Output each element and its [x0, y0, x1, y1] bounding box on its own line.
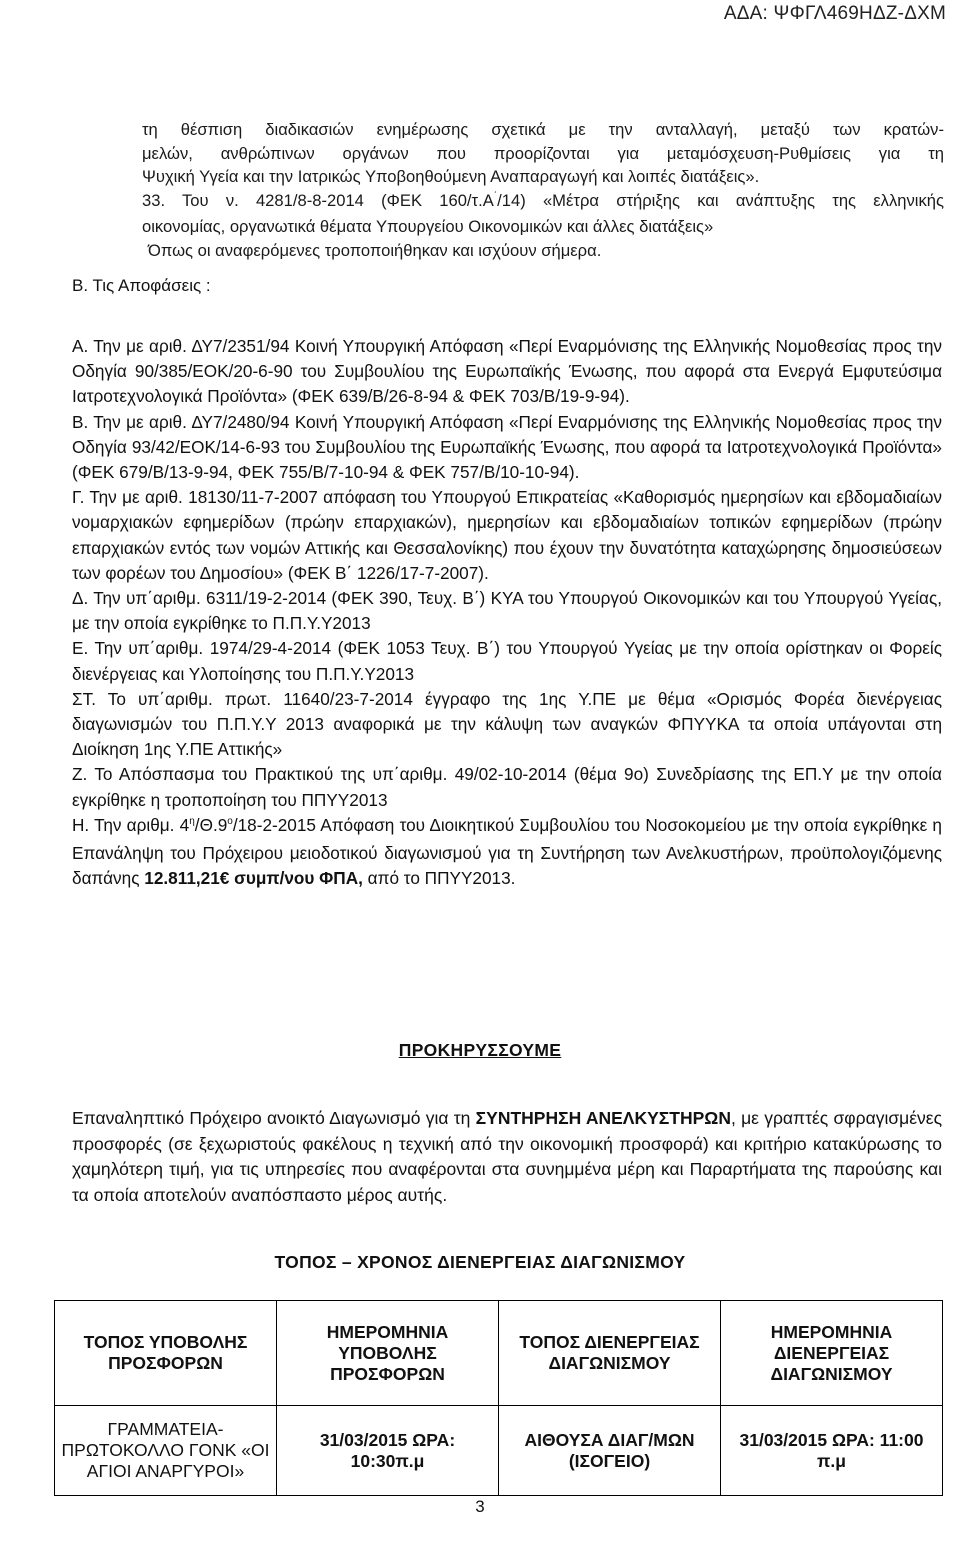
decisions-list: [72, 334, 942, 891]
table-cell: 31/03/2015 ΩΡΑ: 11:00 π.μ: [721, 1406, 943, 1496]
decision-h: Η. Την αριθμ. $4^\eta/\Theta.9^o/18-2-2015$ Απόφαση του Διοικητικού Συμβουλίου του Νοσοκομείου με την οποία εγκρίθηκε η Επανάληψη του Πρόχειρου μειοδοτικού διαγωνισμού για τη Συντήρηση των Ανελκυστήρων, προϋπολογιζόμενης δαπάνης 12.811,21€ συμπ/νου ΦΠΑ, από το ΠΠΥΥ2013.: [72, 814, 942, 889]
header-cell: ΤΟΠΟΣ ΥΠΟΒΟΛΗΣ ΠΡΟΣΦΟΡΩΝ: [55, 1301, 277, 1406]
table-header-row: [55, 1301, 943, 1406]
decision-st: ΣΤ. Το υπ΄αριθμ. πρωτ. 11640/23-7-2014 έγγραφο της 1ης Υ.ΠΕ με θέμα «Ορισμός Φορέα διενέργειας διαγωνισμών του Π.Π.Υ.Υ 2013 αναφορικά με την κάλυψη των αναγκών ΦΠΥΥΚΑ τα οποία υπάγονται στη Διοίκηση 1ης Υ.ΠΕ Αττικής»: [72, 688, 942, 760]
page-number: 3: [475, 1497, 485, 1516]
decision-a: Α. Την με αριθ. ΔΥ7/2351/94 Κοινή Υπουργική Απόφαση «Περί Εναρμόνισης της Ελληνικής Νομοθεσίας προς την Οδηγία 90/385/ΕΟΚ/20-6-90 του Συμβουλίου της Ευρωπαϊκής Ένωσης, που αφορά στα Ενεργά Εμφυτεύσιμα Ιατροτεχνολογικά Προϊόντα» (ΦΕΚ 639/Β/26-8-94 & ΦΕΚ 703/Β/19-9-94).: [72, 336, 942, 407]
decision-d: Δ. Την υπ΄αριθμ. 6311/19-2-2014 (ΦΕΚ 390, Τευχ. Β΄) ΚΥΑ του Υπουργού Οικονομικών και του Υπουργού Υγείας, με την οποία εγκρίθηκε το Π.Π.Υ.Υ2013: [72, 588, 942, 634]
decision-e: Ε. Την υπ΄αριθμ. 1974/29-4-2014 (ΦΕΚ 1053 Τευχ. Β΄) του Υπουργού Υγείας με την οποία ορίστηκαν οι Φορείς διενέργειας και Υλοποίησης του Π.Π.Υ.Υ2013: [72, 638, 942, 684]
tender-subject: ΣΥΝΤΗΡΗΣΗ ΑΝΕΛΚΥΣΤΗΡΩΝ: [475, 1108, 731, 1128]
decision-z: Ζ. Το Απόσπασμα του Πρακτικού της υπ΄αριθμ. 49/02-10-2014 (θέμα 9ο) Συνεδρίασης της ΕΠ.Υ με την οποία εγκρίθηκε η τροποποίηση του ΠΠΥΥ2013: [72, 764, 942, 810]
text-line: Ψυχική Υγεία και την Ιατρικώς Υποβοηθούμενη Αναπαραγωγή και λοιπές διατάξεις».: [142, 167, 760, 186]
text-line: μελών, ανθρώπινων οργάνων που προορίζονται για μεταμόσχευση-Ρυθμίσεις για τη: [142, 143, 944, 163]
header-cell: ΤΟΠΟΣ ΔΙΕΝΕΡΓΕΙΑΣ ΔΙΑΓΩΝΙΣΜΟΥ: [499, 1301, 721, 1406]
section-b-title: Β. Τις Αποφάσεις :: [72, 276, 211, 295]
header-cell: ΗΜΕΡΟΜΗΝΙΑ ΥΠΟΒΟΛΗΣ ΠΡΟΣΦΟΡΩΝ: [277, 1301, 499, 1406]
ada-code: ΑΔΑ: ΨΦΓΛ469ΗΔΖ-ΔΧΜ: [723, 3, 946, 24]
decision-b: Β. Την με αριθ. ΔΥ7/2480/94 Κοινή Υπουργική Απόφαση «Περί Εναρμόνισης της Ελληνικής Νομοθεσίας προς την Οδηγία 93/42/ΕΟΚ/14-6-93 του Συμβουλίου της Ευρωπαϊκής Ένωσης, που αφορά τα Ιατροτεχνολογικά Προϊόντα» (ΦΕΚ 679/Β/13-9-94, ΦΕΚ 755/Β/7-10-94 & ΦΕΚ 757/Β/10-10-94).: [72, 411, 942, 483]
tender-intro: Επαναληπτικό Πρόχειρο ανοικτό Διαγωνισμό για τη ΣΥΝΤΗΡΗΣΗ ΑΝΕΛΚΥΣΤΗΡΩΝ, με γραπτές σφραγισμένες προσφορές (σε ξεχωριστούς φακέλους η τεχνική από την οικονομική προσφορά) και κριτήριο κατακύρωσης το χαμηλότερη τιμή, για τις υπηρεσίες που αναφέρονται στα συνημμένα μέρη και Παραρτήματα της παρούσης και τα οποία αποτελούν αναπόσπαστο μέρος αυτής.: [72, 1108, 943, 1205]
text-line: Όπως οι αναφερόμενες τροποποιήθηκαν και ισχύουν σήμερα.: [148, 240, 602, 260]
table-cell: 31/03/2015 ΩΡΑ: 10:30π.μ: [277, 1406, 499, 1496]
text-line: οικονομίας, οργανωτικά θέματα Υπουργείου Οικονομικών και άλλες διατάξεις»: [142, 217, 714, 236]
table-cell: ΑΙΘΟΥΣΑ ΔΙΑΓ/ΜΩΝ (ΙΣΟΓΕΙΟ): [499, 1406, 721, 1496]
place-time-title: ΤΟΠΟΣ – ΧΡΟΝΟΣ ΔΙΕΝΕΡΓΕΙΑΣ ΔΙΑΓΩΝΙΣΜΟΥ: [274, 1252, 686, 1272]
decision-c: Γ. Την με αριθ. 18130/11-7-2007 απόφαση του Υπουργού Επικρατείας «Καθορισμός ημερησίων και εβδομαδιαίων νομαρχιακών εφημερίδων (πρώην επαρχιακών), ημερησίων και εβδομαδιαίων τοπικών εφημερίδων (πρώην επαρχιακών εντός των νομών Αττικής και Θεσσαλονίκης) που έχουν την δυνατότητα καταχώρησης δημοσιεύσεων των φορέων του Δημοσίου» (ΦΕΚ Β΄ 1226/17-7-2007).: [72, 487, 942, 583]
legislation-continuation: [142, 118, 944, 262]
text-line: 33. Του ν. 4281/8-8-2014 (ΦΕΚ 160/τ.Α΄/14) «Μέτρα στήριξης και ανάπτυξης της ελληνικής: [142, 190, 944, 210]
proclamation-heading: ΠΡΟΚΗΡΥΣΣΟΥΜΕ: [398, 1040, 562, 1060]
budget-amount: 12.811,21€ συμπ/νου ΦΠΑ,: [144, 868, 363, 889]
text-line: τη θέσπιση διαδικασιών ενημέρωσης σχετικά με την ανταλλαγή, μεταξύ των κρατών-: [142, 120, 944, 139]
table-cell: ΓΡΑΜΜΑΤΕΙΑ-ΠΡΩΤΟΚΟΛΛΟ ΓΟΝΚ «ΟΙ ΑΓΙΟΙ ΑΝΑΡΓΥΡΟΙ»: [55, 1406, 277, 1496]
header-cell: ΗΜΕΡΟΜΗΝΙΑ ΔΙΕΝΕΡΓΕΙΑΣ ΔΙΑΓΩΝΙΣΜΟΥ: [721, 1301, 943, 1406]
table-row: [55, 1406, 943, 1496]
schedule-table: [54, 1300, 943, 1496]
